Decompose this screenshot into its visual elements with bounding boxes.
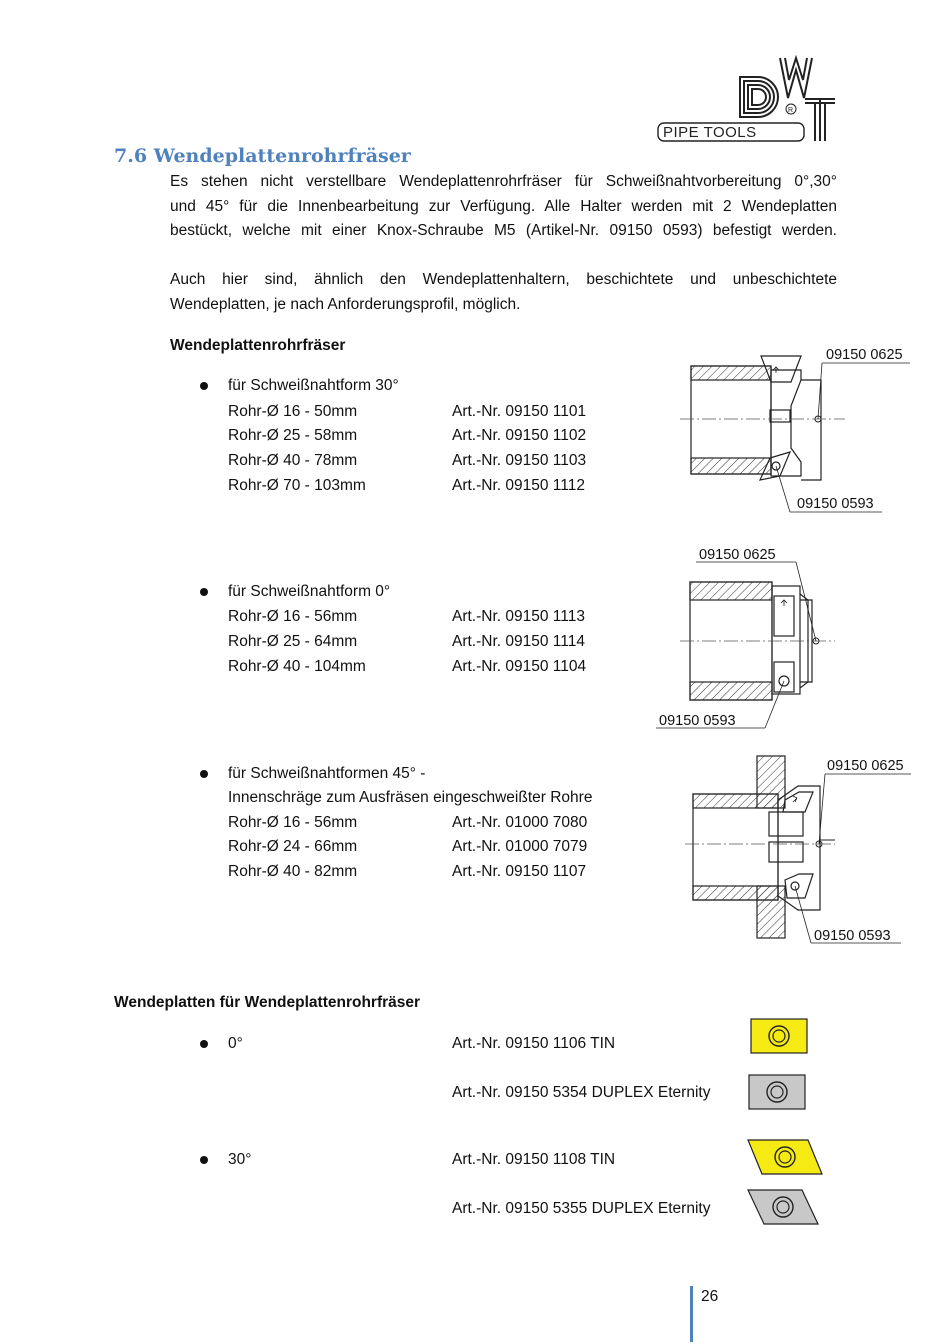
- article-number: Art.-Nr. 09150 1113: [452, 608, 585, 625]
- inserts-heading: Wendeplatten für Wendeplattenrohrfräser: [114, 994, 421, 1011]
- pipe-range: Rohr-Ø 40 - 82mm: [228, 863, 358, 880]
- intro-line-5: Wendeplatten, je nach Anforderungsprofil, möglich.: [170, 296, 521, 313]
- cutter-30-drawing: [670, 340, 920, 520]
- insert-square-tin-icon: [750, 1018, 810, 1056]
- bullet: [200, 1040, 208, 1048]
- pipe-range: Rohr-Ø 25 - 58mm: [228, 427, 358, 444]
- intro-line-1: Es stehen nicht verstellbare Wendeplattenrohrfräser für Schweißnahtvorbereitung 0°,30°: [170, 173, 837, 190]
- group-label: für Schweißnahtform 30°: [228, 377, 399, 394]
- callout-top: 09150 0625: [827, 758, 904, 774]
- dwt-logo: [655, 55, 840, 145]
- insert-rhombus-tin-icon: [746, 1138, 826, 1178]
- insert-article: Art.-Nr. 09150 5355 DUPLEX Eternity: [452, 1200, 711, 1217]
- insert-article: Art.-Nr. 09150 5354 DUPLEX Eternity: [452, 1084, 711, 1101]
- group-label: für Schweißnahtform 0°: [228, 583, 391, 600]
- pipe-range: Rohr-Ø 24 - 66mm: [228, 838, 358, 855]
- insert-square-duplex-icon: [748, 1074, 808, 1112]
- intro-line-4: Auch hier sind, ähnlich den Wendeplattenhaltern, beschichtete und unbeschichtete: [170, 271, 837, 288]
- callout-bottom: 09150 0593: [659, 713, 736, 729]
- logo-brand-text: PIPE TOOLS: [663, 124, 757, 141]
- article-number: Art.-Nr. 01000 7079: [452, 838, 588, 855]
- article-number: Art.-Nr. 09150 1104: [452, 658, 587, 675]
- cutter-45-drawing: [685, 750, 915, 950]
- insert-article: Art.-Nr. 09150 1108 TIN: [452, 1151, 616, 1168]
- article-number: Art.-Nr. 09150 1103: [452, 452, 587, 469]
- article-number: Art.-Nr. 09150 1101: [452, 403, 587, 420]
- insert-angle: 30°: [228, 1151, 252, 1168]
- pipe-range: Rohr-Ø 16 - 50mm: [228, 403, 358, 420]
- article-number: Art.-Nr. 01000 7080: [452, 814, 588, 831]
- article-number: Art.-Nr. 09150 1102: [452, 427, 587, 444]
- callout-top: 09150 0625: [699, 547, 776, 563]
- article-number: Art.-Nr. 09150 1112: [452, 477, 585, 494]
- cutters-heading: Wendeplattenrohrfräser: [170, 337, 346, 354]
- bullet: [200, 588, 208, 596]
- svg-text:R: R: [788, 107, 794, 114]
- page-number: 26: [701, 1288, 719, 1305]
- article-number: Art.-Nr. 09150 1107: [452, 863, 587, 880]
- pipe-range: Rohr-Ø 40 - 78mm: [228, 452, 358, 469]
- bullet: [200, 770, 208, 778]
- callout-bottom: 09150 0593: [814, 928, 891, 944]
- pipe-range: Rohr-Ø 70 - 103mm: [228, 477, 366, 494]
- pipe-range: Rohr-Ø 16 - 56mm: [228, 608, 358, 625]
- bullet: [200, 1156, 208, 1164]
- group-label: für Schweißnahtformen 45° -: [228, 765, 426, 782]
- group-sublabel: Innenschräge zum Ausfräsen eingeschweißter Rohre: [228, 789, 593, 806]
- intro-line-3: bestückt, welche mit einer Knox-Schraube M5 (Artikel-Nr. 09150 0593) befestigt werden.: [170, 222, 837, 239]
- article-number: Art.-Nr. 09150 1114: [452, 633, 585, 650]
- insert-angle: 0°: [228, 1035, 243, 1052]
- section-title: 7.6 Wendeplattenrohrfräser: [114, 145, 411, 167]
- intro-line-2: und 45° für die Innenbearbeitung zur Verfügung. Alle Halter werden mit 2 Wendeplatten: [170, 198, 837, 215]
- page-number-bar: [690, 1286, 693, 1342]
- insert-rhombus-duplex-icon: [746, 1188, 822, 1228]
- callout-top: 09150 0625: [826, 347, 903, 363]
- pipe-range: Rohr-Ø 25 - 64mm: [228, 633, 358, 650]
- pipe-range: Rohr-Ø 40 - 104mm: [228, 658, 366, 675]
- pipe-range: Rohr-Ø 16 - 56mm: [228, 814, 358, 831]
- bullet: [200, 382, 208, 390]
- cutter-0-drawing: [650, 540, 850, 735]
- insert-article: Art.-Nr. 09150 1106 TIN: [452, 1035, 616, 1052]
- callout-bottom: 09150 0593: [797, 496, 874, 512]
